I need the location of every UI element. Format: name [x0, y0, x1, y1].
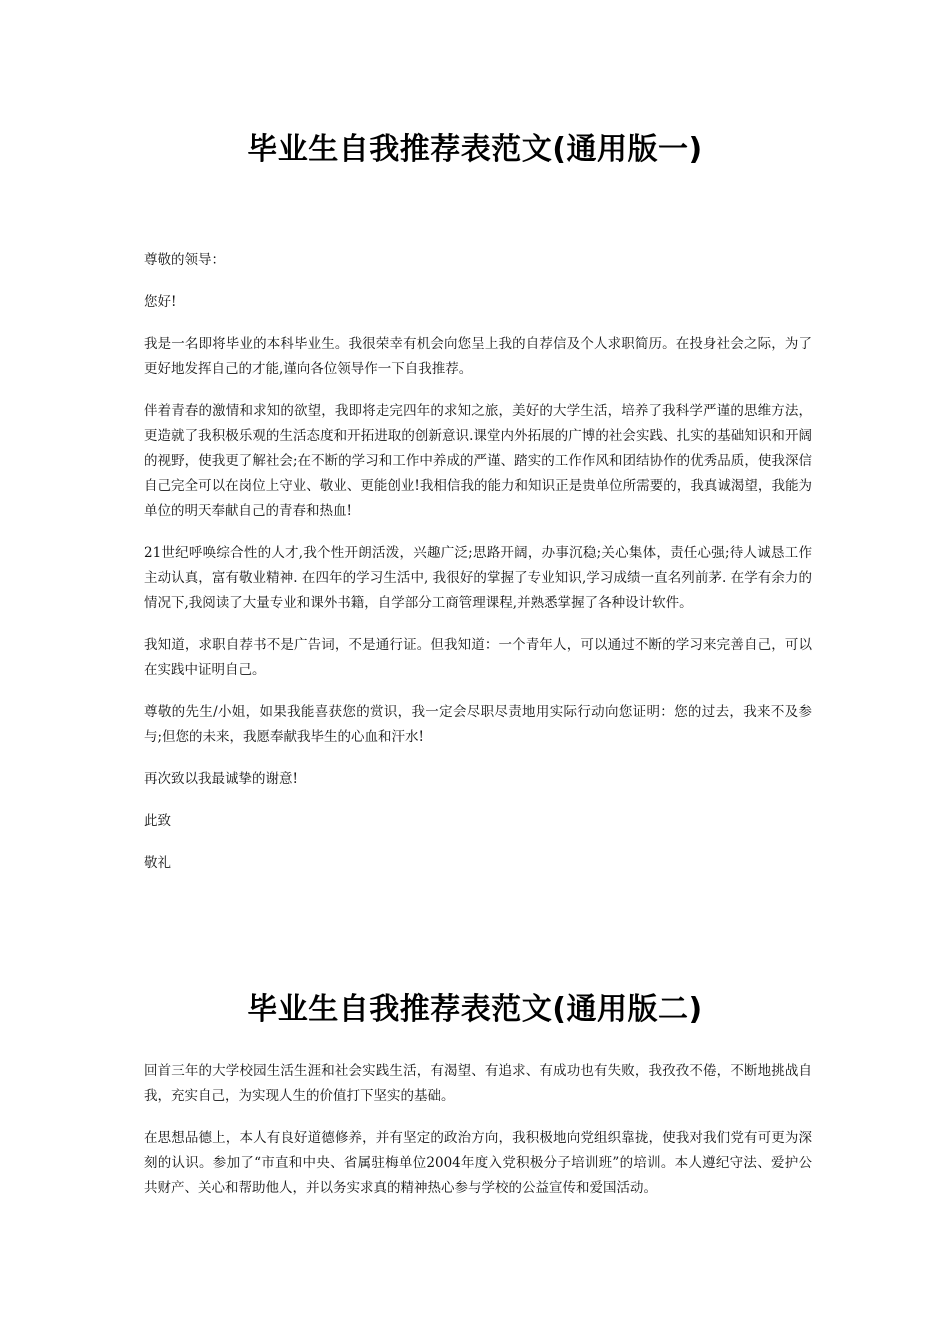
salutation: 尊敬的领导： [144, 252, 225, 268]
paragraph-self-improvement: 我知道，求职自荐书不是广告词，不是通行证。但我知道：一个青年人，可以通过不断的学习来完善自己，可以在实践中证明自己。 [144, 637, 812, 678]
letter-section-2 [144, 1059, 812, 1218]
paragraph-intro: 我是一名即将毕业的本科毕业生。我很荣幸有机会向您呈上我的自荐信及个人求职简历。在投身社会之际，为了更好地发挥自己的才能,谨向各位领导作一下自我推荐。 [144, 336, 812, 377]
closing-line-1: 此致 [144, 813, 171, 829]
paragraph-morality: 在思想品德上，本人有良好道德修养，并有坚定的政治方向，我积极地向党组织靠拢，使我对我们党有可更为深刻的认识。参加了“市直和中央、省属驻梅单位2004年度入党积极分子培训班”的培训。本人遵纪守法、爱护公共财产、关心和帮助他人，并以务实求真的精神热心参与学校的公益宣传和爱国活动。 [144, 1130, 812, 1196]
paragraph-education: 伴着青春的激情和求知的欲望，我即将走完四年的求知之旅，美好的大学生活，培养了我科学严谨的思维方法，更造就了我积极乐观的生活态度和开拓进取的创新意识.课堂内外拓展的广博的社会实践、扎实的基础知识和开阔的视野，使我更了解社会;在不断的学习和工作中养成的严谨、踏实的工作作风和团结协作的优秀品质，使我深信自己完全可以在岗位上守业、敬业、更能创业!我相信我的能力和知识正是贵单位所需要的，我真诚渴望，我能为单位的明天奉献自己的青春和热血! [144, 403, 812, 519]
greeting: 您好! [144, 294, 177, 310]
paragraph-personality: 21世纪呼唤综合性的人才,我个性开朗活泼，兴趣广泛;思路开阔，办事沉稳;关心集体，责任心强;待人诚恳工作主动认真，富有敬业精神. 在四年的学习生活中, 我很好的掌握了专业知识,学习成绩一直名列前茅. 在学有余力的情况下,我阅读了大量专业和课外书籍，自学部分工商管理课程,并熟悉掌握了各种设计软件。 [144, 545, 812, 611]
document-title-2: 毕业生自我推荐表范文(通用版二) [247, 992, 703, 1027]
paragraph-thanks: 再次致以我最诚挚的谢意! [144, 771, 298, 787]
document-title-1: 毕业生自我推荐表范文(通用版一) [247, 132, 703, 167]
paragraph-appeal: 尊敬的先生/小姐，如果我能喜获您的赏识，我一定会尽职尽责地用实际行动向您证明：您的过去，我来不及参与;但您的未来，我愿奉献我毕生的心血和汗水! [144, 704, 812, 745]
closing-line-2: 敬礼 [144, 855, 171, 871]
paragraph-review: 回首三年的大学校园生活生涯和社会实践生活，有渴望、有追求、有成功也有失败，我孜孜不倦，不断地挑战自我，充实自己，为实现人生的价值打下坚实的基础。 [144, 1063, 812, 1104]
letter-section-1 [144, 248, 812, 893]
